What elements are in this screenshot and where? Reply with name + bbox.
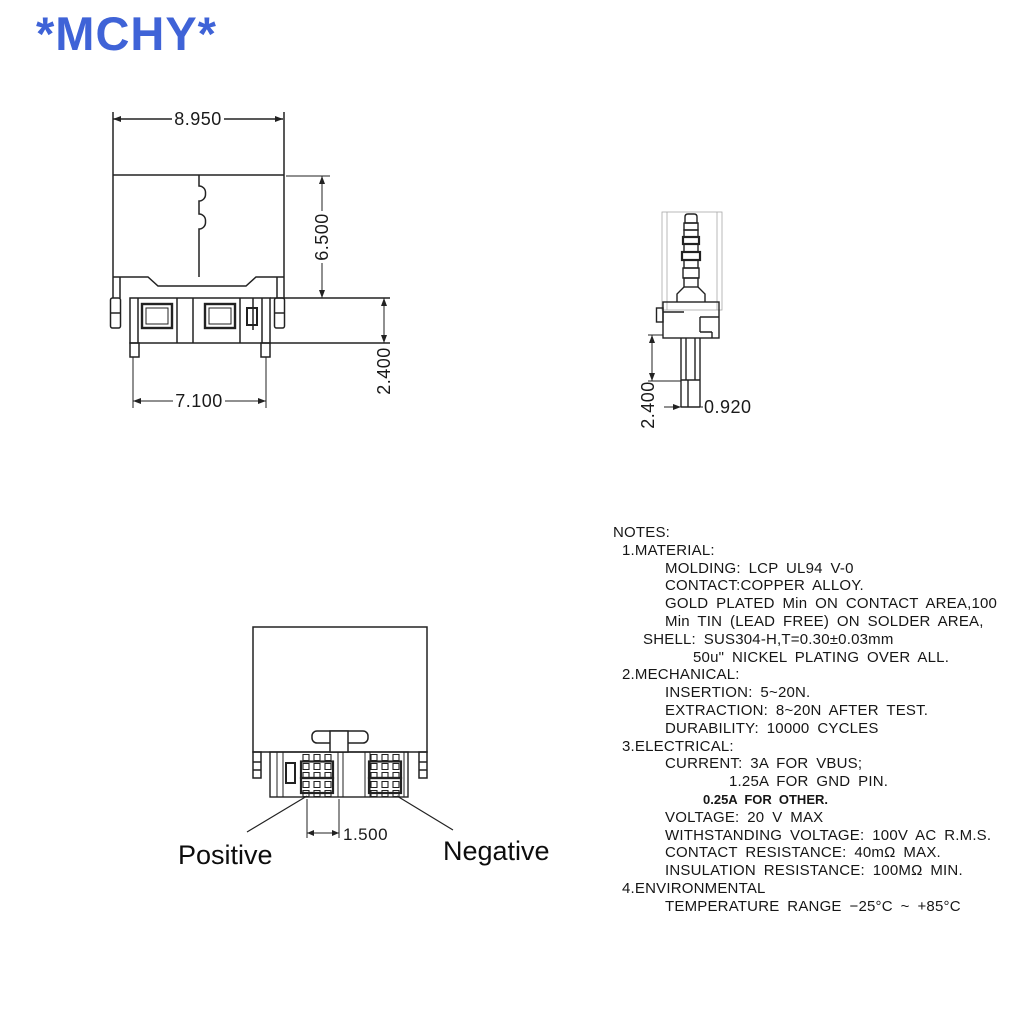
note-line: 1.25A FOR GND PIN. [729,773,889,791]
note-line: MOLDING: LCP UL94 V-0 [665,559,854,577]
front-view-drawing [85,105,405,420]
note-line: WITHSTANDING VOLTAGE: 100V AC R.M.S. [665,826,992,844]
dim-height-right-label: 6.500 [312,213,332,261]
note-line: INSULATION RESISTANCE: 100MΩ MIN. [665,862,963,880]
brand-logo: *MCHY* [36,7,217,60]
front-view-arrows [113,116,387,404]
dim-side-height-label: 2.400 [638,381,658,429]
dim-pin-width-label: 0.920 [704,397,752,417]
shell-seam [199,175,206,277]
note-line: CONTACT:COPPER ALLOY. [665,577,864,595]
dim-width-top-label: 8.950 [174,109,222,129]
positive-pin-label: Positive [178,840,273,870]
note-line: NOTES: [613,524,671,541]
dim-base-height-label: 2.400 [374,347,394,395]
note-line: 4.ENVIRONMENTAL [622,879,766,897]
front-view-outline [111,112,391,408]
note-line: 0.25A FOR OTHER. [703,791,828,807]
bottom-view-outline [247,627,453,838]
note-line: 2.MECHANICAL: [622,666,740,684]
note-line: CURRENT: 3A FOR VBUS; [665,755,863,773]
dim-pitch-label: 1.500 [343,825,389,844]
notes-block [613,524,1023,916]
note-line: GOLD PLATED Min ON CONTACT AREA,100 [665,595,998,613]
note-line: VOLTAGE: 20 V MAX [665,808,824,826]
note-line: INSERTION: 5~20N. [665,684,811,702]
note-line: 50u" NICKEL PLATING OVER ALL. [693,648,950,666]
side-view-outline [648,214,719,407]
note-line: 3.ELECTRICAL: [622,737,734,755]
note-line: CONTACT RESISTANCE: 40mΩ MAX. [665,844,941,862]
note-line: TEMPERATURE RANGE −25°C ~ +85°C [665,897,961,915]
note-line: Min TIN (LEAD FREE) ON SOLDER AREA, [665,612,984,630]
dim-width-bottom-label: 7.100 [175,391,223,411]
note-line: DURABILITY: 10000 CYCLES [665,719,879,737]
note-line: SHELL: SUS304-H,T=0.30±0.03mm [643,630,894,648]
note-line: 1.MATERIAL: [622,541,715,559]
side-view-drawing [630,200,790,440]
negative-pin-label: Negative [443,836,550,866]
note-line: EXTRACTION: 8~20N AFTER TEST. [665,701,929,719]
